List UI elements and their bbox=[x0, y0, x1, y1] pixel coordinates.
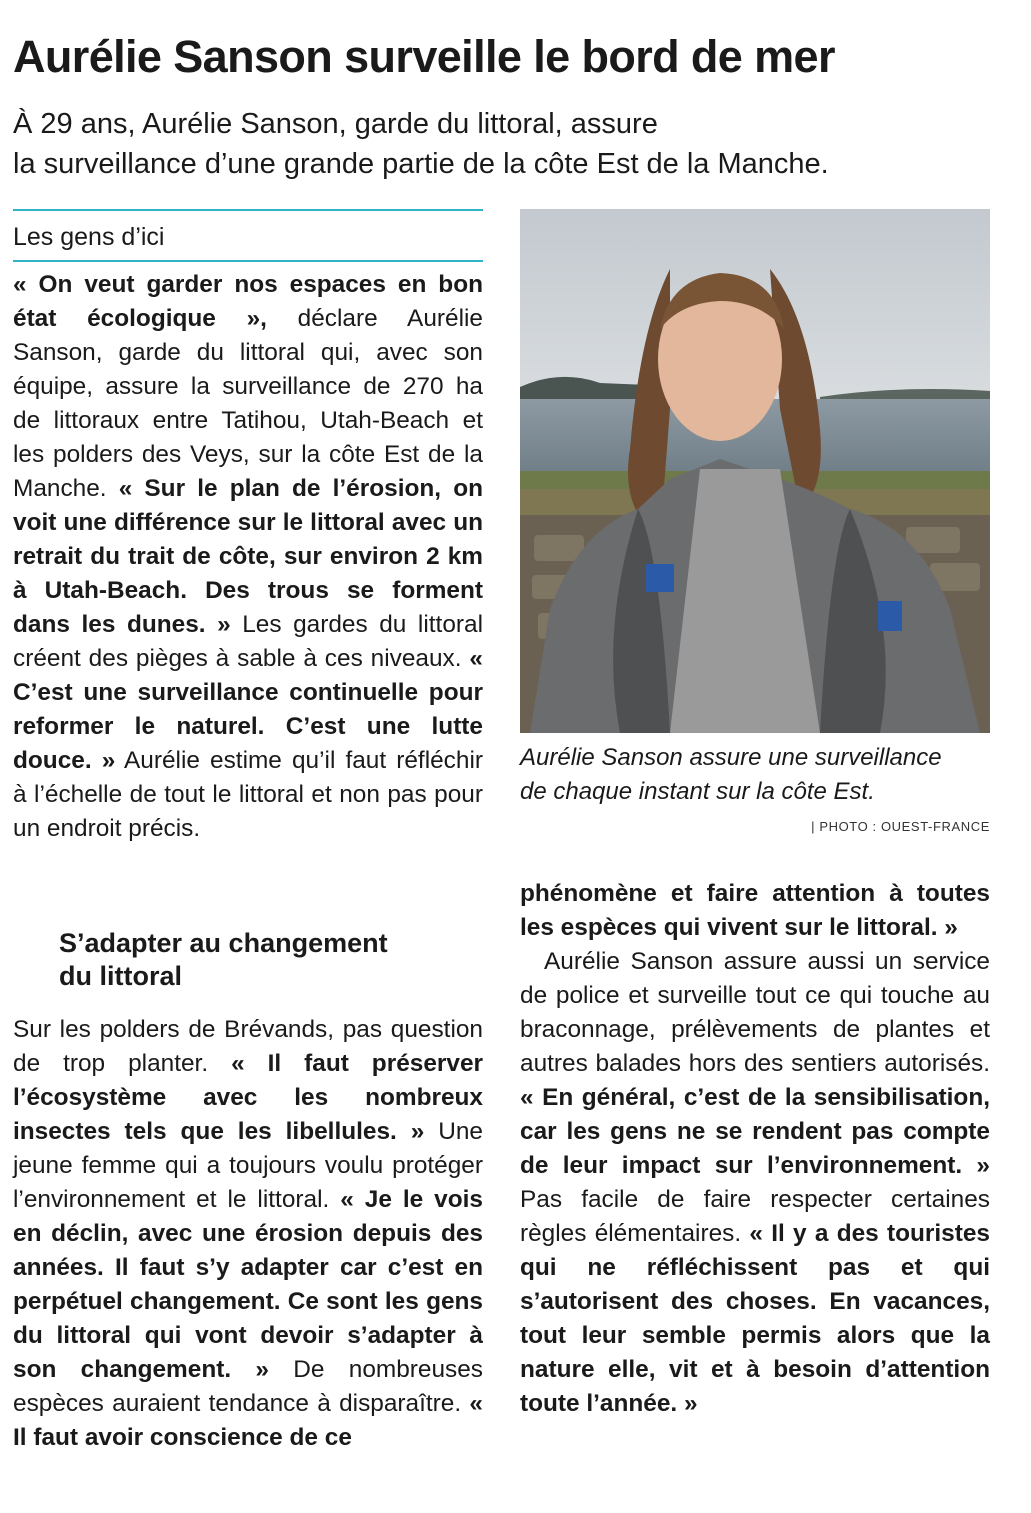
body-text: Sur les polders de Brévands, pas question de trop planter. bbox=[13, 1016, 483, 1077]
body-text: Aurélie estime qu’il faut réfléchir à l’échelle de tout le littoral et non pas pour un endroit précis. bbox=[13, 747, 483, 842]
caption-line-2: de chaque instant sur la côte Est. bbox=[520, 778, 875, 805]
quote-text: « Il faut préserver l’écosystème avec les nombreux insectes tels que les libellules. » bbox=[13, 1050, 484, 1145]
body-text: De nombreuses espèces auraient tendance à disparaître. bbox=[13, 1356, 483, 1417]
quote-text: « Sur le plan de l’érosion, on voit une différence sur le littoral avec un retrait du trait de côte, sur environ 2 km à Utah-Beach. Des trous se forment dans les dunes. » bbox=[13, 475, 483, 638]
body-paragraph bbox=[520, 877, 990, 945]
body-paragraph bbox=[520, 945, 990, 1421]
body-column-left-top bbox=[13, 268, 483, 846]
subheading-line-1: S’adapter au changement bbox=[59, 928, 388, 958]
standfirst-line-1: À 29 ans, Aurélie Sanson, garde du littoral, assure bbox=[13, 108, 658, 140]
body-paragraph bbox=[13, 268, 483, 846]
quote-text: « Je le vois en déclin, avec une érosion depuis des années. Il faut s’y adapter car c’est en perpétuel changement. Ce sont les gens du littoral qui vont devoir s’adapter à son changement. » bbox=[13, 1186, 483, 1383]
quote-text: « Il faut avoir conscience de ce bbox=[13, 1390, 483, 1451]
caption-line-1: Aurélie Sanson assure une surveillance bbox=[520, 744, 942, 771]
quote-text: « Il y a des touristes qui ne réfléchissent pas et qui s’autorisent des choses. En vacances, tout leur semble permis alors que la nature elle, vit et à besoin d’attention toute l’année. » bbox=[520, 1220, 990, 1417]
headline: Aurélie Sanson surveille le bord de mer bbox=[13, 31, 835, 82]
body-text: Une jeune femme qui a toujours voulu protéger l’environnement et le littoral. bbox=[13, 1118, 483, 1213]
photo-illustration bbox=[520, 209, 990, 733]
portrait-photo bbox=[520, 209, 990, 733]
quote-text: « On veut garder nos espaces en bon état écologique », bbox=[13, 271, 483, 332]
body-text: Les gardes du littoral créent des pièges à sable à ces niveaux. bbox=[13, 611, 483, 672]
body-paragraph bbox=[13, 1013, 483, 1455]
photo-credit: | PHOTO : OUEST-FRANCE bbox=[811, 819, 990, 834]
quote-text: « En général, c’est de la sensibilisation, car les gens ne se rendent pas compte de leur impact sur l’environnement. » bbox=[520, 1084, 990, 1179]
quote-text: « C’est une surveillance continuelle pour reformer le naturel. C’est une lutte douce. » bbox=[13, 645, 483, 774]
quote-text: phénomène et faire attention à toutes les espèces qui vivent sur le littoral. » bbox=[520, 880, 990, 941]
body-text: Pas facile de faire respecter certaines règles élémentaires. bbox=[520, 1186, 990, 1247]
rubric-box bbox=[13, 209, 483, 262]
body-text: Aurélie Sanson assure aussi un service de police et surveille tout ce qui touche au braconnage, prélèvements de plantes et autres balades hors des sentiers autorisés. bbox=[520, 948, 990, 1077]
subheading-line-2: du littoral bbox=[59, 961, 182, 991]
photo-caption bbox=[520, 741, 990, 809]
subheading bbox=[59, 927, 479, 993]
body-column-right bbox=[520, 877, 990, 1421]
standfirst bbox=[13, 104, 1018, 184]
body-text: déclare Aurélie Sanson, garde du littoral qui, avec son équipe, assure la surveillance de 270 ha de littoraux entre Tatihou, Utah-Beach et les polders des Veys, sur la côte Est de la Manche. bbox=[13, 305, 483, 502]
standfirst-line-2: la surveillance d’une grande partie de la côte Est de la Manche. bbox=[13, 148, 829, 180]
body-column-left-bottom bbox=[13, 1013, 483, 1455]
rubric-label: Les gens d’ici bbox=[13, 223, 165, 251]
